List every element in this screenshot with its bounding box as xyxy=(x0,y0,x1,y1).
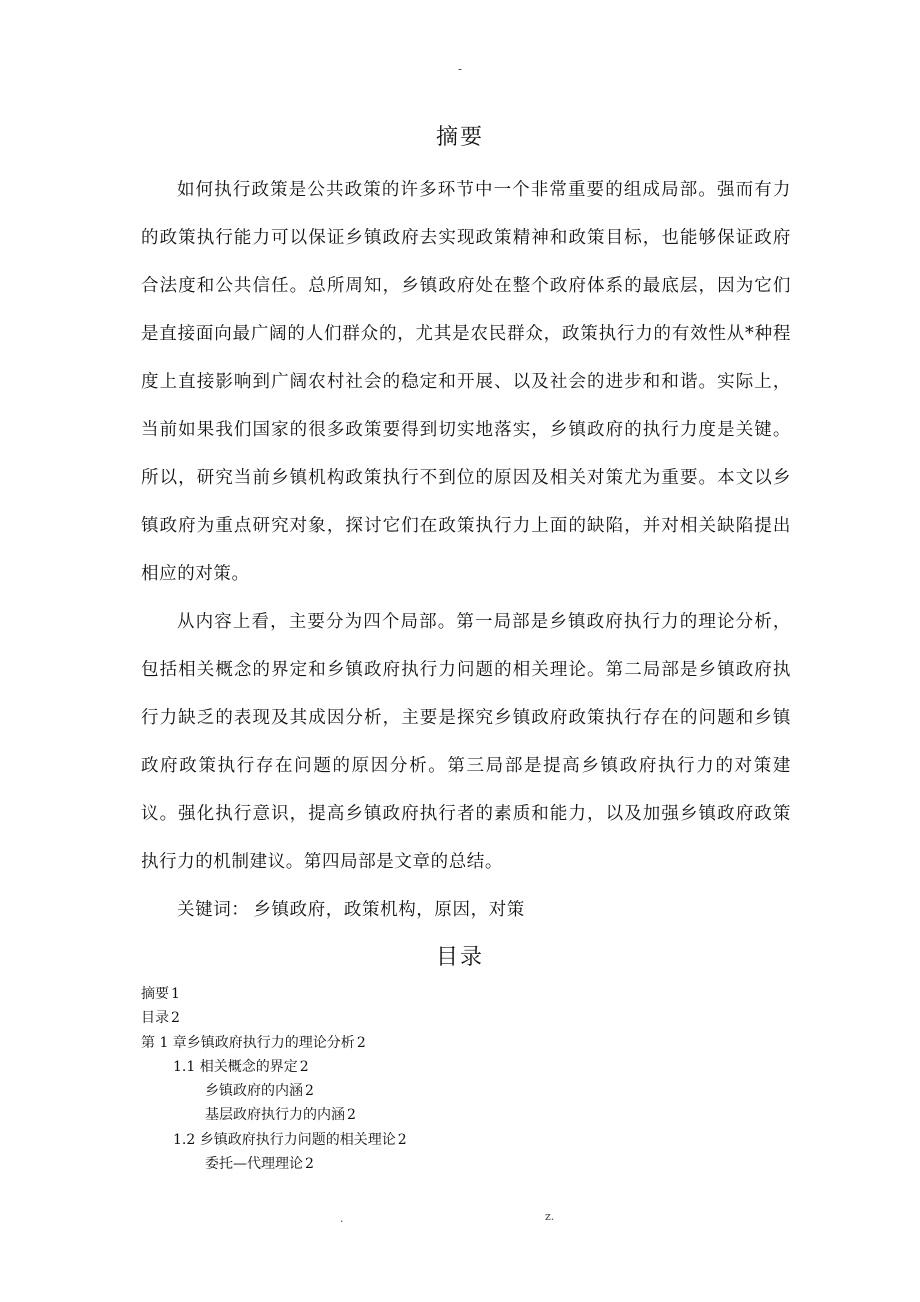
toc-item-subsection[interactable] xyxy=(141,1152,791,1176)
keywords-label: 关键词： xyxy=(177,900,250,920)
footer-mark-right: z. xyxy=(545,1210,555,1223)
toc-item-text: 基层政府执行力的内涵 xyxy=(205,1107,345,1124)
toc-item-text: 1.1 相关概念的界定 xyxy=(173,1058,298,1075)
toc-item-page: 2 xyxy=(305,1156,314,1173)
toc-item-section-1-1[interactable] xyxy=(141,1055,791,1079)
toc-item-page: 2 xyxy=(171,1010,180,1027)
toc-item-page: 2 xyxy=(299,1058,309,1075)
abstract-paragraph-2: 从内容上看，主要分为四个局部。第一局部是乡镇政府执行力的理论分析，包括相关概念的界定和乡镇政府执行力问题的相关理论。第二局部是乡镇政府执行力缺乏的表现及其成因分析，主要是探究乡镇政府政策执行存在的问题和乡镇政府政策执行存在问题的原因分析。第三局部是提高乡镇政府执行力的对策建议。强化执行意识，提高乡镇政府执行者的素质和能力，以及加强乡镇政府政策执行力的机制建议。第四局部是文章的总结。 xyxy=(141,612,791,872)
toc-item-abstract[interactable] xyxy=(141,982,791,1006)
toc-item-subsection[interactable] xyxy=(141,1079,791,1103)
toc-item-text: 目录 xyxy=(141,1010,169,1027)
header-mark: - xyxy=(457,62,463,76)
toc-item-text: 乡镇政府的内涵 xyxy=(205,1083,303,1100)
toc-item-page: 2 xyxy=(356,1034,366,1051)
toc-item-text: 第 1 章乡镇政府执行力的理论分析 xyxy=(141,1034,355,1051)
toc-title: 目录 xyxy=(435,945,484,970)
toc-item-subsection[interactable] xyxy=(141,1103,791,1127)
toc-item-page: 2 xyxy=(305,1083,314,1100)
toc-item-page: 2 xyxy=(347,1107,356,1124)
toc-item-text: 1.2 乡镇政府执行力问题的相关理论 xyxy=(173,1131,396,1148)
abstract-title: 摘要 xyxy=(435,125,484,150)
toc-item-chapter-1[interactable] xyxy=(141,1031,791,1055)
toc-item-text: 委托—代理理论 xyxy=(205,1156,303,1173)
keywords-value: 乡镇政府，政策机构，原因，对策 xyxy=(253,900,525,920)
keywords-line xyxy=(141,886,791,934)
table-of-contents xyxy=(141,982,791,1176)
toc-item-section-1-2[interactable] xyxy=(141,1128,791,1152)
toc-item-text: 摘要 xyxy=(141,986,169,1002)
footer-mark-left: . xyxy=(340,1212,344,1225)
abstract-paragraph-1: 如何执行政策是公共政策的许多环节中一个非常重要的组成局部。强而有力的政策执行能力可以保证乡镇政府去实现政策精神和政策目标，也能够保证政府合法度和公共信任。总所周知，乡镇政府处在整个政府体系的最底层，因为它们是直接面向最广阔的人们群众的，尤其是农民群众，政策执行力的有效性从*种程度上直接影响到广阔农村社会的稳定和开展、以及社会的进步和和谐。实际上，当前如果我们国家的很多政策要得到切实地落实，乡镇政府的执行力度是关键。所以，研究当前乡镇机构政策执行不到位的原因及相关对策尤为重要。本文以乡镇政府为重点研究对象，探讨它们在政策执行力上面的缺陷，并对相关缺陷提出相应的对策。 xyxy=(141,180,791,584)
toc-item-page: 2 xyxy=(397,1131,407,1148)
abstract-body xyxy=(141,166,791,934)
toc-item-page: 1 xyxy=(171,986,180,1002)
toc-item-contents[interactable] xyxy=(141,1006,791,1030)
